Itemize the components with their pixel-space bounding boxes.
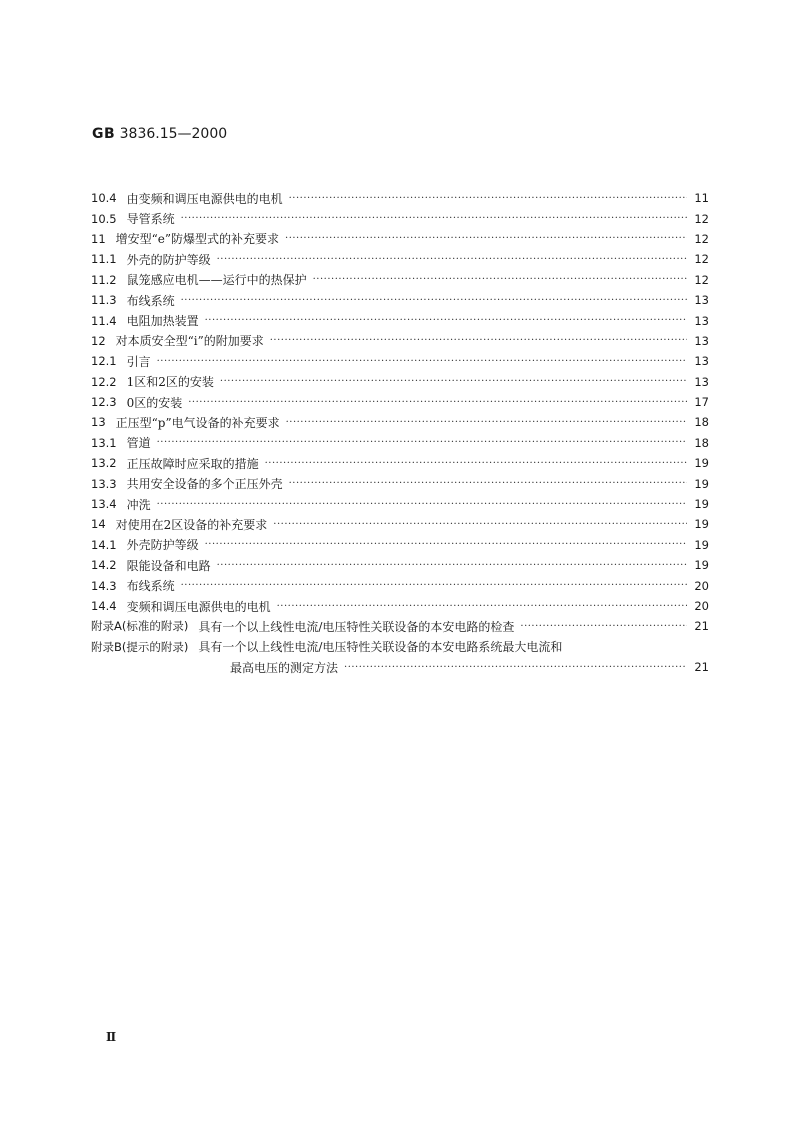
toc-dot-leader bbox=[220, 376, 687, 387]
toc-entry-title: 外壳的防护等级 bbox=[126, 252, 211, 267]
toc-entry[interactable] bbox=[91, 494, 709, 514]
document-header bbox=[92, 126, 227, 142]
toc-entry-title: 导管系统 bbox=[126, 212, 175, 227]
toc-dot-leader bbox=[277, 601, 687, 612]
toc-entry-number: 11.3 bbox=[91, 293, 117, 308]
toc-entry-page: 13 bbox=[694, 293, 709, 308]
toc-entry-page: 19 bbox=[694, 558, 709, 573]
toc-entry-page: 19 bbox=[694, 476, 709, 491]
toc-entry-title: 鼠笼感应电机——运行中的热保护 bbox=[126, 273, 307, 288]
toc-entry-number: 10.5 bbox=[91, 211, 117, 226]
table-of-contents bbox=[91, 188, 709, 677]
toc-entry-page: 12 bbox=[694, 272, 709, 287]
toc-entry-title: 具有一个以上线性电流/电压特性关联设备的本安电路系统最大电流和 bbox=[198, 640, 563, 655]
toc-dot-leader bbox=[205, 315, 687, 326]
toc-dot-leader bbox=[205, 539, 687, 550]
toc-dot-leader bbox=[289, 478, 687, 489]
toc-entry-title: 变频和调压电源供电的电机 bbox=[126, 599, 271, 614]
toc-entry-number: 14.4 bbox=[91, 599, 117, 613]
toc-dot-leader bbox=[188, 397, 687, 408]
toc-entry-number: 12.3 bbox=[91, 395, 117, 410]
toc-entry-title: 正压故障时应采取的措施 bbox=[126, 456, 259, 471]
toc-entry[interactable] bbox=[91, 575, 709, 595]
page-number: Ⅱ bbox=[106, 1030, 117, 1044]
toc-dot-leader bbox=[181, 580, 687, 591]
toc-entry-title: 限能设备和电路 bbox=[126, 558, 211, 573]
toc-entry[interactable] bbox=[91, 433, 709, 453]
toc-entry-number: 13.3 bbox=[91, 476, 117, 491]
toc-entry-page: 12 bbox=[694, 231, 709, 246]
toc-dot-leader bbox=[157, 356, 687, 367]
toc-entry-title: 正压型“p”电气设备的补充要求 bbox=[115, 415, 280, 430]
toc-entry-number: 11.2 bbox=[91, 272, 117, 287]
toc-entry[interactable] bbox=[91, 331, 709, 351]
toc-dot-leader bbox=[217, 254, 687, 265]
toc-entry[interactable] bbox=[91, 596, 709, 616]
toc-entry-title: 最高电压的测定方法 bbox=[230, 660, 339, 675]
toc-entry-page: 12 bbox=[694, 211, 709, 226]
toc-entry[interactable] bbox=[91, 535, 709, 555]
toc-entry-number: 13.4 bbox=[91, 497, 117, 512]
toc-dot-leader bbox=[520, 621, 687, 632]
toc-dot-leader bbox=[270, 335, 687, 346]
toc-entry-page: 13 bbox=[694, 313, 709, 328]
toc-entry[interactable] bbox=[91, 453, 709, 473]
toc-entry-title: 外壳防护等级 bbox=[126, 538, 199, 553]
toc-entry-page: 13 bbox=[694, 354, 709, 369]
toc-entry-title: 电阻加热装置 bbox=[126, 314, 199, 329]
toc-entry-page: 19 bbox=[694, 456, 709, 471]
toc-entry-page: 17 bbox=[694, 395, 709, 410]
toc-entry-title: 冲洗 bbox=[126, 497, 151, 512]
toc-entry-number: 14.3 bbox=[91, 578, 117, 593]
toc-entry[interactable] bbox=[91, 351, 709, 371]
toc-entry-number: 10.4 bbox=[91, 191, 117, 206]
toc-entry-number: 11 bbox=[91, 231, 106, 246]
toc-dot-leader bbox=[313, 274, 687, 285]
toc-entry[interactable] bbox=[91, 473, 709, 493]
toc-entry-page: 18 bbox=[694, 435, 709, 450]
toc-entry-number: 11.4 bbox=[91, 313, 117, 328]
toc-entry-title: 管道 bbox=[126, 436, 151, 451]
toc-entry-number: 14 bbox=[91, 517, 106, 532]
standard-prefix: GB bbox=[92, 126, 116, 142]
toc-entry-page: 20 bbox=[694, 578, 709, 593]
toc-entry-page: 11 bbox=[694, 191, 709, 206]
toc-entry-title: 布线系统 bbox=[126, 293, 175, 308]
toc-entry-number: 12 bbox=[91, 333, 106, 348]
toc-entry-title: 1区和2区的安装 bbox=[126, 375, 214, 390]
toc-entry-number: 13.1 bbox=[91, 435, 117, 450]
toc-entry-number: 附录B(提示的附录) bbox=[91, 639, 189, 654]
toc-dot-leader bbox=[289, 193, 687, 204]
toc-dot-leader bbox=[157, 437, 687, 448]
toc-entry[interactable] bbox=[91, 657, 709, 677]
toc-entry-number: 11.1 bbox=[91, 252, 117, 267]
toc-entry[interactable] bbox=[91, 310, 709, 330]
toc-entry-page: 19 bbox=[694, 497, 709, 512]
toc-dot-leader bbox=[181, 295, 687, 306]
toc-entry-title: 引言 bbox=[126, 354, 151, 369]
toc-entry-title: 共用安全设备的多个正压外壳 bbox=[126, 477, 283, 492]
toc-dot-leader bbox=[273, 519, 687, 530]
toc-entry[interactable] bbox=[91, 372, 709, 392]
toc-entry[interactable] bbox=[91, 270, 709, 290]
toc-dot-leader bbox=[265, 458, 687, 469]
toc-entry-page: 19 bbox=[694, 517, 709, 532]
toc-entry-page: 21 bbox=[694, 619, 709, 634]
toc-entry-number: 附录A(标准的附录) bbox=[91, 619, 189, 634]
toc-entry-number: 14.2 bbox=[91, 558, 117, 573]
toc-entry-page: 20 bbox=[694, 599, 709, 613]
toc-entry-title: 由变频和调压电源供电的电机 bbox=[126, 191, 283, 206]
toc-entry-number: 12.2 bbox=[91, 374, 117, 389]
toc-entry-title: 0区的安装 bbox=[126, 395, 183, 410]
toc-dot-leader bbox=[217, 560, 687, 571]
toc-entry-page: 13 bbox=[694, 374, 709, 389]
toc-entry-number: 13.2 bbox=[91, 456, 117, 471]
toc-entry-number: 12.1 bbox=[91, 354, 117, 369]
toc-dot-leader bbox=[157, 499, 687, 510]
toc-entry-title: 对本质安全型“i”的附加要求 bbox=[115, 334, 264, 349]
toc-entry-number: 14.1 bbox=[91, 537, 117, 552]
toc-entry[interactable] bbox=[91, 249, 709, 269]
toc-entry-page: 19 bbox=[694, 537, 709, 552]
toc-entry-title: 增安型“e”防爆型式的补充要求 bbox=[115, 232, 280, 247]
toc-dot-leader bbox=[286, 417, 687, 428]
toc-entry[interactable] bbox=[91, 616, 709, 636]
toc-dot-leader bbox=[285, 233, 687, 244]
toc-entry[interactable] bbox=[91, 208, 709, 228]
toc-entry-page: 18 bbox=[694, 415, 709, 430]
toc-entry[interactable] bbox=[91, 188, 709, 208]
toc-entry-number: 13 bbox=[91, 415, 106, 430]
toc-entry[interactable] bbox=[91, 392, 709, 412]
toc-dot-leader bbox=[344, 662, 687, 673]
toc-entry-page: 12 bbox=[694, 252, 709, 267]
standard-number: 3836.15—2000 bbox=[119, 126, 228, 142]
toc-dot-leader bbox=[181, 213, 687, 224]
toc-entry[interactable] bbox=[91, 229, 709, 249]
toc-entry-title: 布线系统 bbox=[126, 579, 175, 594]
toc-entry[interactable] bbox=[91, 514, 709, 534]
toc-entry-title: 对使用在2区设备的补充要求 bbox=[115, 517, 268, 532]
toc-entry-page: 21 bbox=[694, 660, 709, 675]
toc-entry-page: 13 bbox=[694, 333, 709, 348]
toc-entry-title: 具有一个以上线性电流/电压特性关联设备的本安电路的检查 bbox=[198, 619, 515, 634]
toc-entry[interactable] bbox=[91, 637, 709, 657]
toc-entry[interactable] bbox=[91, 555, 709, 575]
toc-entry[interactable] bbox=[91, 412, 709, 432]
toc-entry[interactable] bbox=[91, 290, 709, 310]
